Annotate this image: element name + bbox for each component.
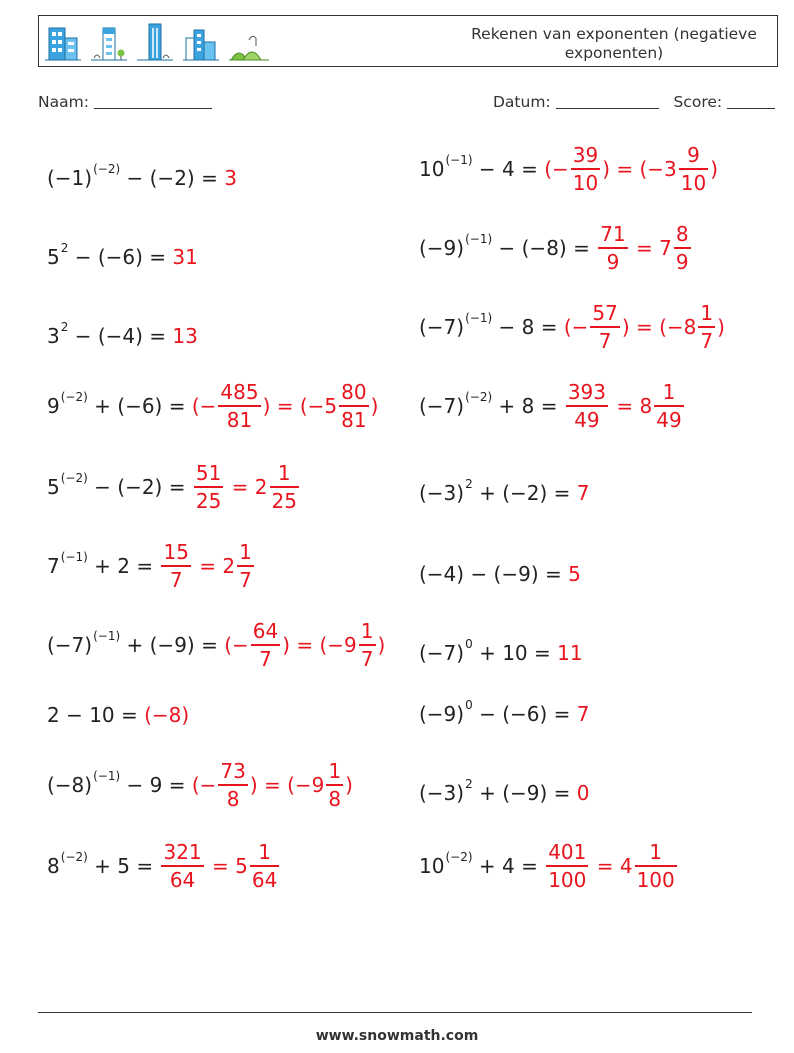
fraction: [546, 842, 588, 890]
problem-15: [419, 477, 590, 505]
math-text: (−2): [60, 849, 88, 864]
math-text: 9: [675, 249, 689, 274]
math-text: − 8 =: [492, 314, 564, 339]
math-text: 64: [169, 867, 196, 892]
fraction: [218, 382, 260, 430]
tower-with-tree-icon: [91, 20, 127, 64]
math-text: 25: [195, 488, 222, 513]
math-text: − (−6) =: [68, 245, 173, 269]
math-text: 2: [60, 241, 69, 255]
city-buildings-icon: [183, 20, 219, 64]
math-text: 11: [557, 641, 583, 665]
math-text: (−: [191, 393, 217, 418]
math-text: ) = (−9: [282, 632, 357, 657]
math-text: (−: [563, 314, 589, 339]
math-text: 1: [258, 840, 271, 864]
math-text: + 4 =: [472, 853, 545, 878]
math-text: 81: [226, 407, 253, 432]
math-text: (−9): [419, 702, 465, 726]
date-score-field: [493, 93, 775, 111]
fraction: [679, 145, 708, 193]
math-text: 2: [60, 320, 69, 334]
date-label: Datum:: [493, 93, 551, 111]
math-text: 64: [252, 619, 279, 643]
math-text: (−8): [144, 703, 190, 727]
math-text: 321: [163, 840, 202, 864]
problem-17: [419, 637, 583, 665]
math-text: + 8 =: [492, 393, 564, 418]
math-text: (−1): [445, 152, 473, 167]
math-text: (−: [224, 632, 249, 657]
math-text: 5: [47, 474, 60, 499]
math-text: (−2): [93, 162, 121, 176]
math-text: 100: [548, 867, 587, 892]
skyscraper-icon: [137, 20, 173, 64]
fraction: [270, 463, 299, 511]
math-text: (−1): [465, 231, 493, 246]
math-text: 1: [662, 380, 676, 404]
math-text: 25: [271, 488, 297, 513]
math-text: 31: [172, 245, 198, 269]
problem-9: [47, 761, 353, 809]
problem-6: [47, 542, 256, 590]
math-text: 81: [341, 407, 367, 432]
problem-11: [419, 145, 718, 193]
problem-2: [47, 241, 198, 269]
math-text: ): [370, 393, 379, 418]
math-text: − (−4) =: [68, 324, 173, 348]
math-text: 100: [636, 867, 675, 892]
fraction: [339, 382, 368, 430]
math-text: 9: [687, 143, 700, 167]
math-text: = 8: [610, 393, 653, 418]
math-text: ): [710, 156, 719, 181]
math-text: 485: [220, 380, 259, 404]
fraction: [218, 761, 247, 809]
footer-url[interactable]: www.snowmath.com: [315, 1028, 479, 1044]
math-text: 7: [576, 481, 590, 505]
score-label: Score:: [673, 93, 723, 111]
name-label: Naam:: [38, 93, 89, 111]
math-text: (−7): [419, 314, 465, 339]
problem-19: [419, 777, 590, 805]
math-text: 7: [576, 702, 590, 726]
math-text: + (−9) =: [472, 781, 577, 805]
math-text: (−2): [60, 389, 88, 404]
problem-20: [419, 842, 679, 890]
fraction: [566, 382, 608, 430]
math-text: 10: [680, 170, 707, 195]
math-text: (−2): [60, 470, 88, 485]
problem-16: [419, 562, 581, 586]
problem-4: [47, 382, 378, 430]
worksheet-header: [38, 15, 778, 67]
problem-3: [47, 320, 198, 348]
math-text: + (−2) =: [472, 481, 577, 505]
math-text: 0: [576, 781, 590, 805]
problem-12: [419, 224, 693, 272]
math-text: ) = (−3: [602, 156, 677, 181]
math-text: = 7: [629, 235, 672, 260]
name-field: [38, 93, 212, 111]
math-text: (−7): [47, 632, 93, 657]
fraction: [326, 761, 343, 809]
problem-8: [47, 703, 189, 727]
math-text: − (−8) =: [492, 235, 597, 260]
math-text: + 10 =: [472, 641, 558, 665]
math-text: 393: [567, 380, 607, 404]
math-text: 15: [163, 540, 189, 564]
math-text: (−: [544, 156, 569, 181]
math-text: 9: [47, 393, 60, 418]
problem-1: [47, 162, 237, 190]
math-text: (−8): [47, 772, 93, 797]
math-text: 2: [465, 777, 473, 791]
math-text: (−9): [419, 235, 465, 260]
math-text: 10: [572, 170, 599, 195]
fraction: [237, 542, 254, 590]
name-blank[interactable]: [94, 94, 212, 109]
math-text: + 2 =: [87, 553, 160, 578]
math-text: (−7): [419, 393, 465, 418]
math-text: ): [717, 314, 725, 339]
math-text: 1: [649, 840, 663, 864]
math-text: = 5: [205, 853, 248, 878]
math-text: 73: [220, 759, 246, 783]
math-text: = 2: [192, 553, 236, 578]
office-building-icon: [45, 20, 81, 64]
math-text: 80: [341, 380, 367, 404]
math-text: (−1): [93, 628, 121, 643]
math-text: 8: [226, 786, 240, 811]
math-text: 10: [419, 853, 445, 878]
problem-13: [419, 303, 725, 351]
score-blank[interactable]: [727, 94, 775, 109]
math-text: (−3): [419, 781, 465, 805]
hills-icon: [229, 20, 269, 64]
fraction: [635, 842, 677, 890]
problem-7: [47, 621, 385, 669]
date-blank[interactable]: [556, 94, 659, 109]
math-text: 1: [239, 540, 252, 564]
math-text: = 4: [590, 853, 633, 878]
problem-14: [419, 382, 686, 430]
fraction: [698, 303, 715, 351]
math-text: (−1): [47, 166, 93, 190]
math-text: (−: [191, 772, 217, 797]
worksheet-title: Rekenen van exponenten (negatieve exponenten): [471, 25, 757, 62]
math-text: (−1): [60, 549, 88, 564]
math-text: ) = (−9: [249, 772, 325, 797]
math-text: 71: [600, 222, 626, 246]
problem-5: [47, 463, 301, 511]
fraction: [598, 224, 627, 272]
math-text: 7: [700, 328, 714, 353]
math-text: 1: [328, 759, 342, 783]
math-text: 9: [606, 249, 620, 274]
math-text: (−7): [419, 641, 465, 665]
math-text: 1: [360, 619, 374, 643]
math-text: ): [377, 632, 386, 657]
math-text: 7: [259, 646, 272, 671]
math-text: − 9 =: [120, 772, 192, 797]
fraction: [161, 842, 203, 890]
math-text: 2 − 10 =: [47, 703, 145, 727]
math-text: + 5 =: [87, 853, 160, 878]
math-text: + (−9) =: [120, 632, 225, 657]
math-text: 7: [598, 328, 612, 353]
math-text: 3: [47, 324, 60, 348]
fraction: [250, 842, 279, 890]
math-text: 8: [328, 786, 342, 811]
fraction: [654, 382, 683, 430]
math-text: − 4 =: [472, 156, 545, 181]
fraction: [674, 224, 691, 272]
math-text: (−1): [465, 310, 493, 325]
math-text: 5: [568, 562, 581, 586]
footer-divider: [38, 1012, 752, 1013]
math-text: 2: [465, 477, 473, 491]
math-text: (−3): [419, 481, 465, 505]
math-text: (−4) − (−9) =: [419, 562, 569, 586]
math-text: 7: [239, 567, 252, 592]
math-text: 8: [47, 853, 60, 878]
math-text: (−1): [93, 768, 121, 783]
problem-10: [47, 842, 281, 890]
math-text: = 2: [225, 474, 268, 499]
fraction: [194, 463, 223, 511]
math-text: 401: [548, 840, 587, 864]
math-text: 5: [47, 245, 60, 269]
math-text: 39: [572, 143, 599, 167]
fraction: [161, 542, 190, 590]
math-text: 7: [169, 567, 183, 592]
math-text: 49: [574, 407, 600, 432]
math-text: (−2): [465, 389, 493, 404]
fraction: [251, 621, 280, 669]
fraction: [359, 621, 376, 669]
math-text: 1: [277, 461, 291, 485]
math-text: − (−6) =: [472, 702, 577, 726]
math-text: 13: [172, 324, 198, 348]
problem-18: [419, 698, 590, 726]
fraction: [571, 145, 600, 193]
math-text: 7: [360, 646, 374, 671]
math-text: 57: [592, 301, 618, 325]
fraction: [590, 303, 619, 351]
math-text: 1: [700, 301, 714, 325]
math-text: 8: [675, 222, 689, 246]
math-text: 51: [195, 461, 222, 485]
math-text: − (−2) =: [87, 474, 192, 499]
math-text: 0: [465, 637, 473, 651]
math-text: + (−6) =: [87, 393, 192, 418]
math-text: 64: [251, 867, 278, 892]
math-text: 0: [465, 698, 473, 712]
math-text: − (−2) =: [120, 166, 225, 190]
math-text: 7: [47, 553, 60, 578]
math-text: 10: [419, 156, 445, 181]
math-text: ) = (−5: [262, 393, 338, 418]
math-text: 3: [224, 166, 237, 190]
math-text: 49: [656, 407, 682, 432]
math-text: (−2): [445, 849, 473, 864]
math-text: ): [345, 772, 353, 797]
math-text: ) = (−8: [621, 314, 697, 339]
